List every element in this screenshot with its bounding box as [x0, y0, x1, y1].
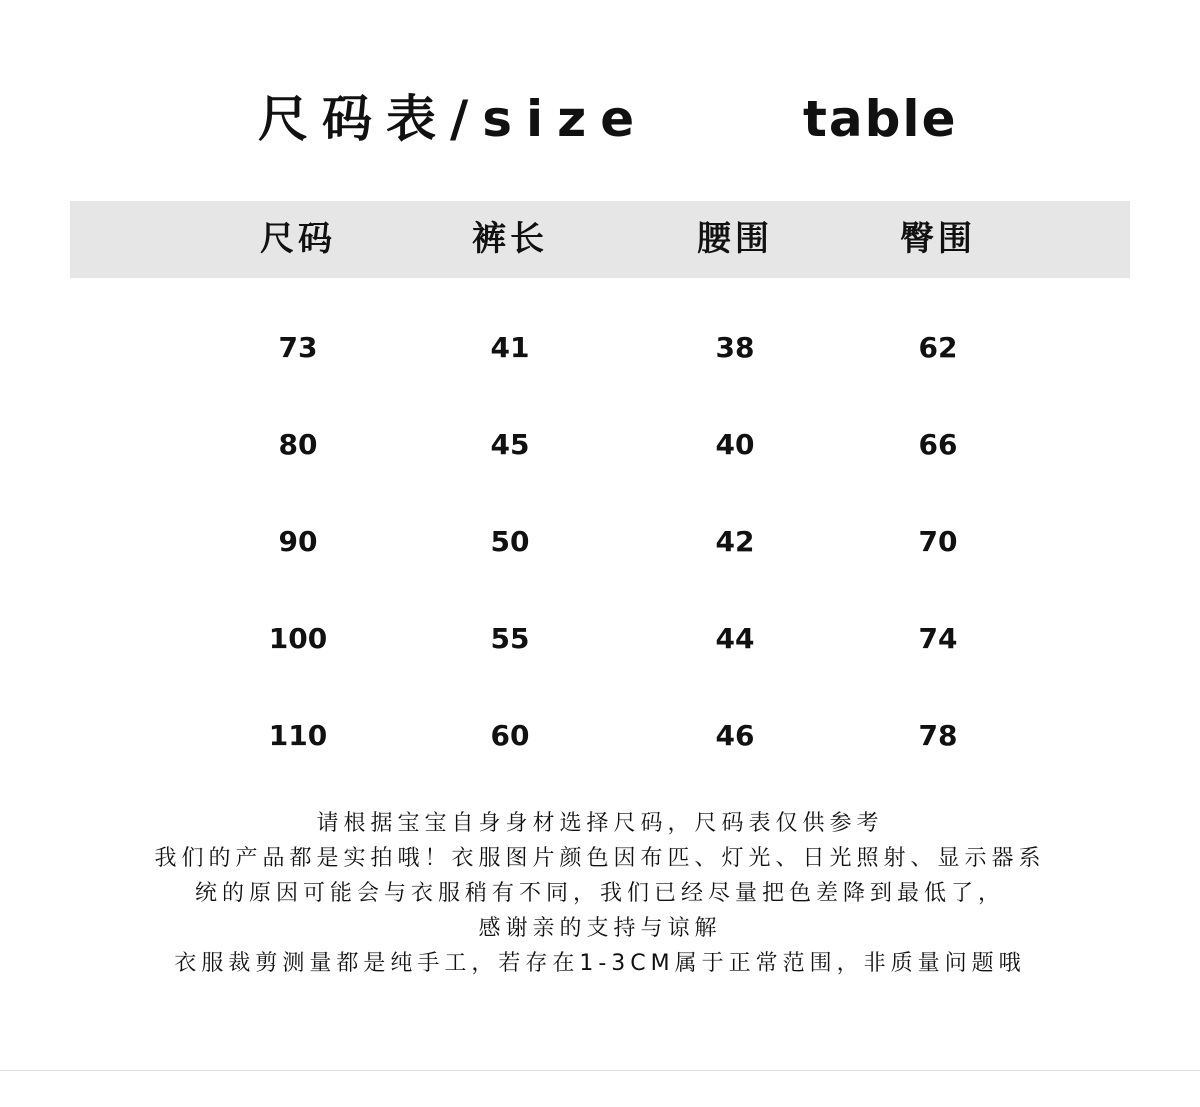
table-row	[70, 396, 1130, 493]
note-line: 我们的产品都是实拍哦！衣服图片颜色因布匹、灯光、日光照射、显示器系	[154, 846, 1046, 871]
table-body	[70, 278, 1130, 784]
table-row	[70, 590, 1130, 687]
header-size: 尺码	[260, 219, 336, 259]
cell-size: 100	[268, 622, 328, 655]
note-line: 感谢亲的支持与谅解	[478, 916, 722, 941]
header-waist: 腰围	[697, 219, 773, 259]
cell-waist: 40	[715, 428, 755, 461]
cell-pants-length: 50	[490, 525, 530, 558]
cell-pants-length: 41	[490, 331, 530, 364]
table-row	[70, 299, 1130, 396]
cell-hip: 66	[918, 428, 958, 461]
cell-pants-length: 60	[490, 719, 530, 752]
cell-size: 80	[278, 428, 318, 461]
size-notes	[0, 806, 1200, 981]
cell-waist: 38	[715, 331, 755, 364]
cell-hip: 62	[918, 331, 958, 364]
cell-size: 90	[278, 525, 318, 558]
note-line: 衣服裁剪测量都是纯手工，若存在1-3CM属于正常范围，非质量问题哦	[174, 951, 1026, 976]
cell-waist: 44	[715, 622, 755, 655]
cell-pants-length: 55	[490, 622, 530, 655]
title-english: table	[803, 90, 958, 148]
note-line: 统的原因可能会与衣服稍有不同，我们已经尽量把色差降到最低了，	[194, 881, 1005, 906]
table-row	[70, 687, 1130, 784]
cell-waist: 46	[715, 719, 755, 752]
table-row	[70, 493, 1130, 590]
size-chart-title	[0, 84, 1200, 154]
cell-size: 73	[278, 331, 318, 364]
cell-size: 110	[268, 719, 328, 752]
header-hip: 臀围	[900, 219, 976, 259]
table-header-row	[70, 201, 1130, 278]
cell-hip: 74	[918, 622, 958, 655]
size-table	[70, 201, 1130, 784]
cell-hip: 78	[918, 719, 958, 752]
note-line: 请根据宝宝自身身材选择尺码，尺码表仅供参考	[316, 811, 884, 836]
cell-waist: 42	[715, 525, 755, 558]
title-chinese: 尺码表/size	[258, 90, 649, 148]
cell-hip: 70	[918, 525, 958, 558]
header-pants-length: 裤长	[472, 219, 548, 259]
cell-pants-length: 45	[490, 428, 530, 461]
bottom-divider	[0, 1070, 1200, 1071]
